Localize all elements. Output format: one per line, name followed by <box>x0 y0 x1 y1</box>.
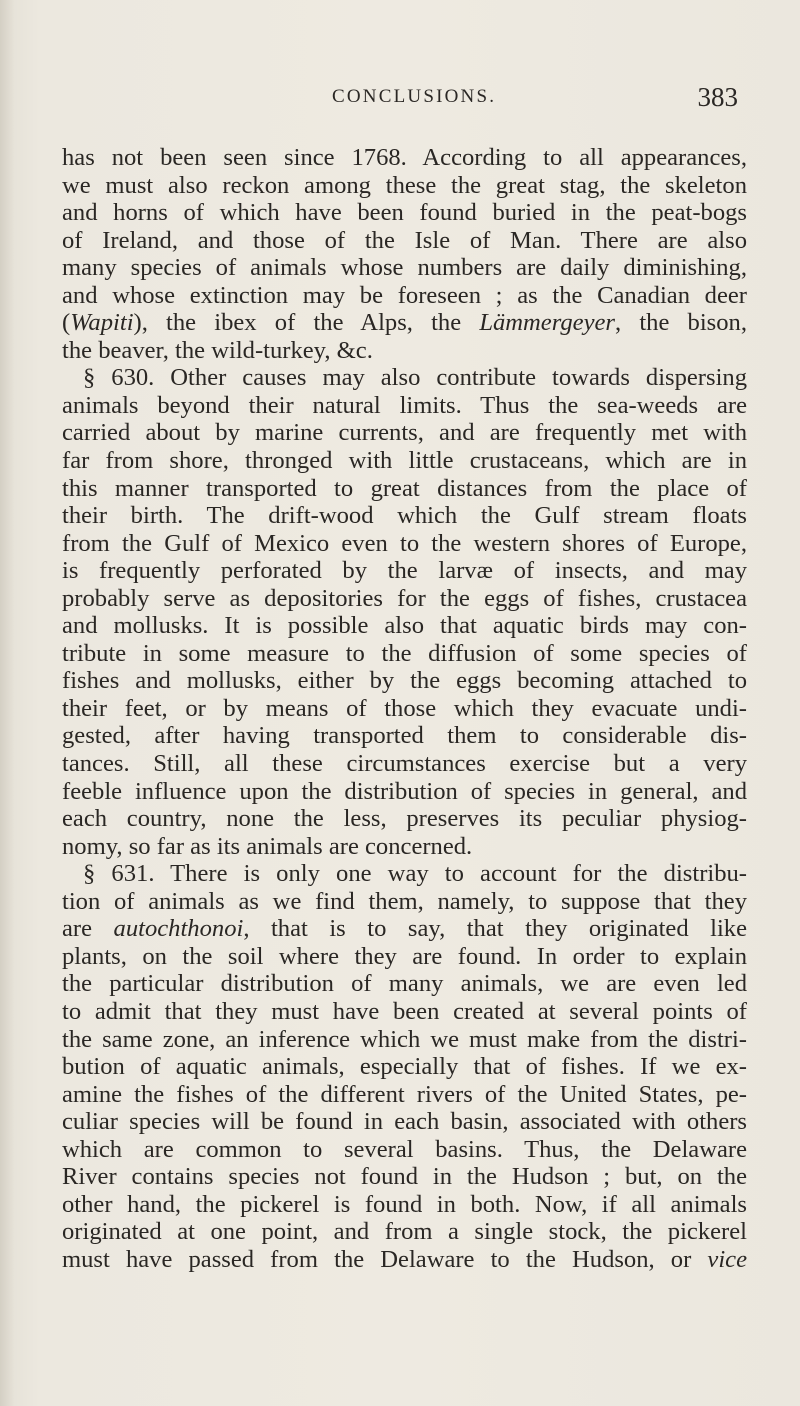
text-line <box>62 419 747 447</box>
text-line <box>62 778 747 806</box>
text-segment: § 631. There is only one way to account for the distribu- <box>83 860 747 888</box>
text-line <box>62 337 747 365</box>
text-segment: feeble influence upon the distribution of species in general, and <box>62 777 747 805</box>
page-number: 383 <box>697 82 738 112</box>
text-line <box>62 943 747 971</box>
text-line <box>62 1081 747 1109</box>
binding-edge <box>0 0 14 1406</box>
text-segment: has not been seen since 1768. According to all appearances, <box>62 144 747 171</box>
text-line <box>62 915 747 943</box>
text-line <box>62 585 747 613</box>
text-line <box>62 392 747 420</box>
text-line <box>62 1026 747 1054</box>
text-segment: and horns of which have been found buried in the peat-bogs <box>62 199 747 227</box>
text-line <box>62 172 747 200</box>
text-segment: from the Gulf of Mexico even to the western shores of Europe, <box>62 529 747 557</box>
text-line <box>62 1163 747 1191</box>
text-line <box>62 1053 747 1081</box>
text-line <box>62 833 747 861</box>
text-segment: culiar species will be found in each basin, associated with others <box>62 1108 747 1136</box>
text-line <box>62 530 747 558</box>
text-line <box>62 309 747 337</box>
text-segment: § 630. Other causes may also contribute towards dispersing <box>83 364 747 392</box>
text-segment: animals beyond their natural limits. Thus the sea-weeds are <box>62 391 747 419</box>
text-segment: nomy, so far as its animals are concerned. <box>62 832 473 860</box>
text-line <box>62 640 747 668</box>
text-segment: tances. Still, all these circumstances exercise but a very <box>62 750 747 778</box>
italic-text: Lämmergeyer <box>479 309 615 337</box>
text-segment: which are common to several basins. Thus, the Delaware <box>62 1135 747 1163</box>
text-segment: gested, after having transported them to considerable dis- <box>62 722 747 750</box>
text-segment: plants, on the soil where they are found. In order to explain <box>62 942 747 970</box>
text-segment: , the bison, <box>615 309 747 337</box>
text-segment: each country, none the less, preserves its peculiar physiog- <box>62 805 747 833</box>
text-line <box>62 722 747 750</box>
text-segment: originated at one point, and from a single stock, the pickerel <box>62 1218 747 1246</box>
text-segment: the beaver, the wild-turkey, &c. <box>62 336 373 364</box>
text-segment: far from shore, thronged with little crustaceans, which are in <box>62 447 747 475</box>
text-line <box>62 227 747 255</box>
text-line <box>62 1246 747 1274</box>
text-line <box>62 1136 747 1164</box>
text-line <box>62 144 747 172</box>
text-line <box>62 1218 747 1246</box>
text-line <box>62 1108 747 1136</box>
text-segment: fishes and mollusks, either by the eggs becoming attached to <box>62 667 747 695</box>
text-segment: their birth. The drift-wood which the Gulf stream floats <box>62 502 747 530</box>
text-segment: we must also reckon among these the great stag, the skeleton <box>62 171 747 199</box>
text-line <box>62 1191 747 1219</box>
text-line <box>62 888 747 916</box>
text-line <box>62 667 747 695</box>
text-line <box>62 860 747 888</box>
italic-text: autochthonoi <box>113 915 244 943</box>
text-segment: probably serve as depositories for the eggs of fishes, crustacea <box>62 584 747 612</box>
running-title: CONCLUSIONS. <box>332 86 497 107</box>
text-segment: must have passed from the Delaware to the Hudson, or <box>62 1245 708 1273</box>
text-segment: ), the ibex of the Alps, the <box>133 309 480 337</box>
text-segment: carried about by marine currents, and are frequently met with <box>62 419 747 447</box>
text-segment: bution of aquatic animals, especially that of fishes. If we ex- <box>62 1053 747 1081</box>
text-line <box>62 970 747 998</box>
text-segment: this manner transported to great distances from the place of <box>62 474 747 502</box>
text-segment: other hand, the pickerel is found in both. Now, if all animals <box>62 1190 747 1218</box>
running-head <box>280 82 738 116</box>
text-segment: the same zone, an inference which we must make from the distri- <box>62 1025 747 1053</box>
text-segment: the particular distribution of many animals, we are even led <box>62 970 747 998</box>
text-segment: tion of animals as we find them, namely, to suppose that they <box>62 887 747 915</box>
text-segment: tribute in some measure to the diffusion of some species of <box>62 639 747 667</box>
text-segment: and mollusks. It is possible also that aquatic birds may con- <box>62 612 747 640</box>
text-segment: is frequently perforated by the larvæ of insects, and may <box>62 557 747 585</box>
text-segment: , that is to say, that they originated like <box>243 915 748 943</box>
body-text <box>62 144 747 1273</box>
text-line <box>62 750 747 778</box>
text-segment: amine the fishes of the different rivers of the United States, pe- <box>62 1080 747 1108</box>
text-line <box>62 199 747 227</box>
text-segment: to admit that they must have been created at several points of <box>62 997 747 1025</box>
text-line <box>62 612 747 640</box>
text-segment: of Ireland, and those of the Isle of Man. There are also <box>62 226 747 254</box>
text-segment: ( <box>62 309 71 337</box>
italic-text: vice <box>707 1245 747 1273</box>
text-line <box>62 447 747 475</box>
text-segment: and whose extinction may be foreseen ; as the Canadian deer <box>62 281 747 309</box>
text-line <box>62 475 747 503</box>
text-line <box>62 695 747 723</box>
text-line <box>62 557 747 585</box>
italic-text: Wapiti <box>70 309 134 337</box>
text-line <box>62 805 747 833</box>
text-line <box>62 282 747 310</box>
text-line <box>62 502 747 530</box>
text-segment: many species of animals whose numbers are daily diminishing, <box>62 254 747 282</box>
text-segment: River contains species not found in the Hudson ; but, on the <box>62 1163 747 1191</box>
text-line <box>62 254 747 282</box>
text-segment: their feet, or by means of those which they evacuate undi- <box>62 694 747 722</box>
text-segment: are <box>62 915 114 943</box>
text-line <box>62 364 747 392</box>
text-line <box>62 998 747 1026</box>
